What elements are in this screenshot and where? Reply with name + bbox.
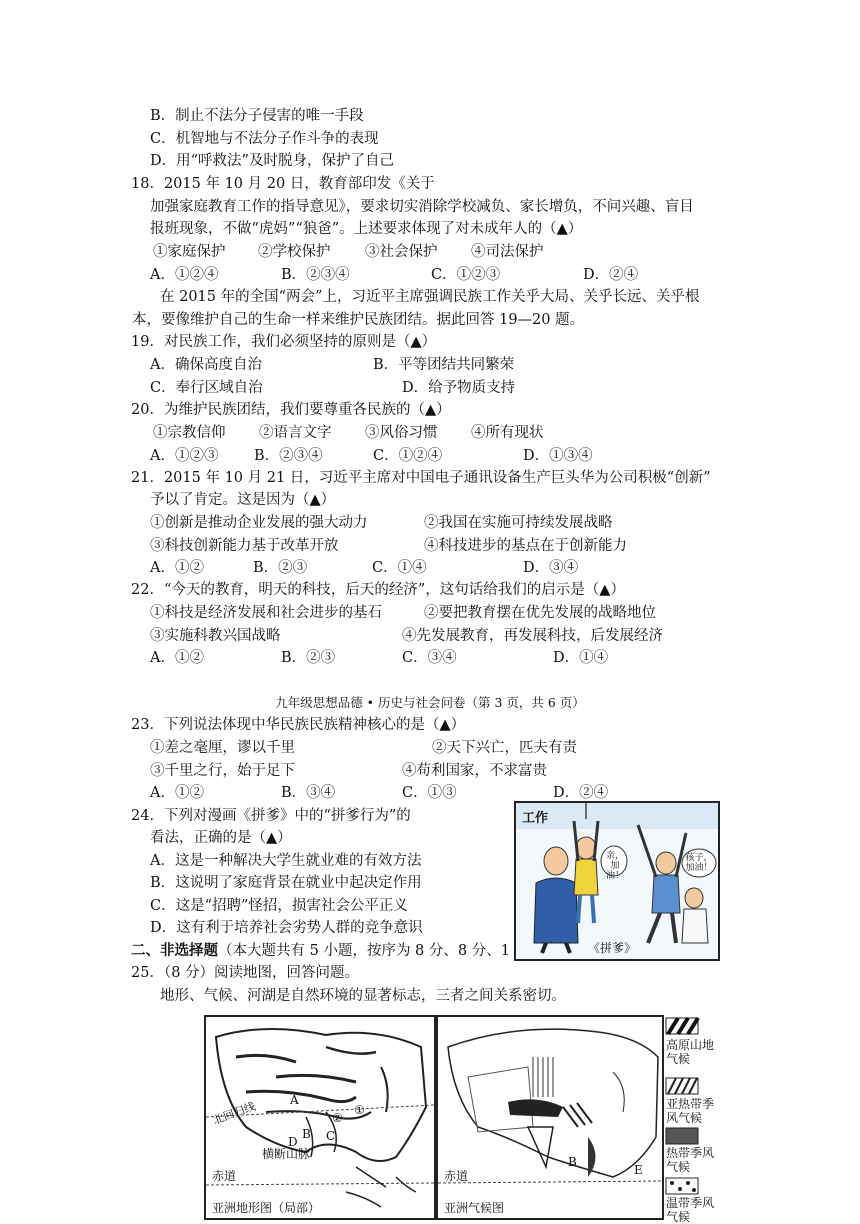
q18-option-b: B．②③④ (281, 267, 350, 283)
climate-equator-label: 赤道 (444, 1169, 469, 1183)
material-line-1: 在 2015 年的全国“两会”上，习近平主席强调民族工作关乎大局、关乎长远、关乎根 (160, 289, 700, 305)
q25-stem: 25．（8 分）阅读地图，回答问题。 (131, 965, 360, 981)
q22-item-2: ②要把教育摆在优先发展的战略地位 (424, 605, 656, 621)
label-1: ① (354, 1103, 365, 1117)
q22-option-b: B．②③ (281, 650, 336, 666)
q21-option-a: A．①② (150, 560, 204, 576)
q18-stem-2: 加强家庭教育工作的指导意见》，要求切实消除学校减负、家长增负，不问兴趣、盲目 (150, 199, 694, 215)
asia-terrain-map (204, 1015, 436, 1220)
terrain-map-caption: 亚洲地形图（局部） (212, 1201, 321, 1215)
q23-option-a: A．①② (150, 785, 204, 801)
q19-option-a: A．确保高度自治 (150, 357, 262, 373)
q18-option-d: D．②④ (583, 267, 639, 283)
q21-item-1: ①创新是推动企业发展的强大动力 (150, 515, 368, 531)
q18-item-4: ④司法保护 (471, 244, 544, 260)
q19-stem: 19．对民族工作，我们必须坚持的原则是（▲） (131, 334, 437, 350)
q20-option-a: A．①②③ (150, 448, 219, 464)
q21-option-c: C．①④ (372, 560, 427, 576)
q20-option-b: B．②③④ (254, 448, 323, 464)
q18-option-c: C．①②③ (431, 267, 501, 283)
q22-item-4: ④先发展教育，再发展科技，后发展经济 (402, 628, 663, 644)
q20-stem: 20．为维护民族团结，我们要尊重各民族的（▲） (131, 402, 451, 418)
tropic-label: 北回归线 (211, 1099, 258, 1128)
q22-item-1: ①科技是经济发展和社会进步的基石 (150, 605, 382, 621)
q24-stem-1: 24．下列对漫画《拼爹》中的“拼爹行为”的 (131, 808, 411, 824)
equator-label: 赤道 (212, 1169, 237, 1183)
q24-option-d: D．这有利于培养社会劣势人群的竞争意识 (150, 920, 423, 936)
hengduan-label: 横断山脉 (262, 1147, 311, 1161)
q18-item-3: ③社会保护 (365, 244, 438, 260)
q19-option-c: C．奉行区域自治 (150, 380, 263, 396)
q20-item-1: ①宗教信仰 (153, 425, 226, 441)
climate-map-caption: 亚洲气候图 (444, 1201, 505, 1215)
cartoon-caption: 《拼爹》 (588, 941, 637, 955)
q20-item-2: ②语言文字 (259, 425, 332, 441)
legend-highland: 高原山地气候 (666, 1038, 715, 1066)
q24-stem-2: 看法，正确的是（▲） (150, 830, 292, 846)
q21-option-b: B．②③ (253, 560, 308, 576)
q23-item-1: ①差之毫厘，谬以千里 (150, 740, 295, 756)
q23-option-b: B．③④ (281, 785, 336, 801)
q21-item-2: ②我国在实施可持续发展战略 (424, 515, 613, 531)
page-footer: 九年级思想品德 • 历史与社会问卷（第 3 页，共 6 页） (275, 695, 585, 710)
q18-option-a: A．①②④ (150, 267, 219, 283)
cartoon-pindie (514, 801, 720, 961)
q17-option-c: C．机智地与不法分子作斗争的表现 (150, 131, 379, 147)
cartoon-bubble-2: 孩子，加油！ (685, 853, 713, 873)
q20-item-4: ④所有现状 (471, 425, 544, 441)
section2-desc: （本大题共有 5 小题，按序为 8 分、8 分、1 (218, 943, 510, 959)
q23-item-4: ④苟利国家，不求富贵 (402, 763, 547, 779)
q22-item-3: ③实施科教兴国战略 (150, 628, 281, 644)
q23-item-2: ②天下兴亡，匹夫有责 (432, 740, 577, 756)
climate-label-e: E (634, 1163, 643, 1177)
q23-item-3: ③千里之行，始于足下 (150, 763, 295, 779)
q21-item-3: ③科技创新能力基于改革开放 (150, 538, 339, 554)
q17-option-d: D．用“呼救法”及时脱身，保护了自己 (150, 153, 394, 169)
q21-stem-2: 予以了肯定。这是因为（▲） (150, 492, 336, 508)
q21-item-4: ④科技进步的基点在于创新能力 (424, 538, 627, 554)
q21-option-d: D．③④ (523, 560, 579, 576)
q20-option-d: D．①③④ (523, 448, 593, 464)
legend-temperate-monsoon: 温带季风气候 (666, 1196, 715, 1224)
label-d: D (288, 1135, 298, 1149)
cartoon-illustration (516, 803, 718, 959)
q18-stem-3: 报班现象，不做“虎妈”“狼爸”。上述要求体现了对未成年人的（▲） (150, 221, 583, 237)
q22-option-c: C．③④ (402, 650, 457, 666)
legend-tropical-monsoon: 热带季风气候 (666, 1146, 715, 1174)
q21-stem-1: 21．2015 年 10 月 21 日，习近平主席对中国电子通讯设备生产巨头华为公司积极“创新” (131, 470, 711, 486)
legend-subtropical-monsoon: 亚热带季风气候 (666, 1097, 715, 1125)
section2-header (131, 941, 510, 961)
q20-item-3: ③风俗习惯 (365, 425, 438, 441)
q18-item-1: ①家庭保护 (153, 244, 226, 260)
climate-label-b: B (568, 1155, 577, 1169)
climate-legend (664, 1015, 724, 1224)
q17-option-b: B．制止不法分子侵害的唯一手段 (150, 108, 364, 124)
q23-stem: 23．下列说法体现中华民族民族精神核心的是（▲） (131, 717, 466, 733)
q23-option-d: D．②④ (553, 785, 609, 801)
q18-item-2: ②学校保护 (258, 244, 331, 260)
climate-map-drawing (438, 1017, 662, 1218)
section2-heading: 二、非选择题 (131, 942, 218, 959)
q19-option-b: B．平等团结共同繁荣 (373, 357, 515, 373)
q25-intro: 地形、气候、河湖是自然环境的显著标志，三者之间关系密切。 (160, 988, 566, 1004)
q24-option-c: C．这是“招聘”怪招，损害社会公平正义 (150, 898, 408, 914)
q20-option-c: C．①②④ (373, 448, 443, 464)
label-b: B (302, 1127, 311, 1141)
q22-option-a: A．①② (150, 650, 204, 666)
q18-stem-1: 18．2015 年 10 月 20 日，教育部印发《关于 (131, 176, 435, 192)
q19-option-d: D．给予物质支持 (402, 380, 516, 396)
q24-option-a: A．这是一种解决大学生就业难的有效方法 (150, 853, 422, 869)
asia-climate-map (436, 1015, 664, 1220)
q24-option-b: B．这说明了家庭背景在就业中起决定作用 (150, 875, 422, 891)
label-a: A (290, 1093, 299, 1107)
material-line-2: 本，要像维护自己的生命一样来维护民族团结。据此回答 19—20 题。 (132, 312, 585, 328)
label-c: C (326, 1129, 336, 1143)
q23-option-c: C．①③ (402, 785, 457, 801)
label-2: ② (332, 1111, 343, 1125)
cartoon-sign: 工作 (522, 811, 549, 826)
cartoon-bubble-1: 亲，加油！ (605, 851, 624, 881)
q22-stem: 22．“今天的教育，明天的科技，后天的经济”，这句话给我们的启示是（▲） (131, 582, 625, 598)
q22-option-d: D．①④ (553, 650, 609, 666)
